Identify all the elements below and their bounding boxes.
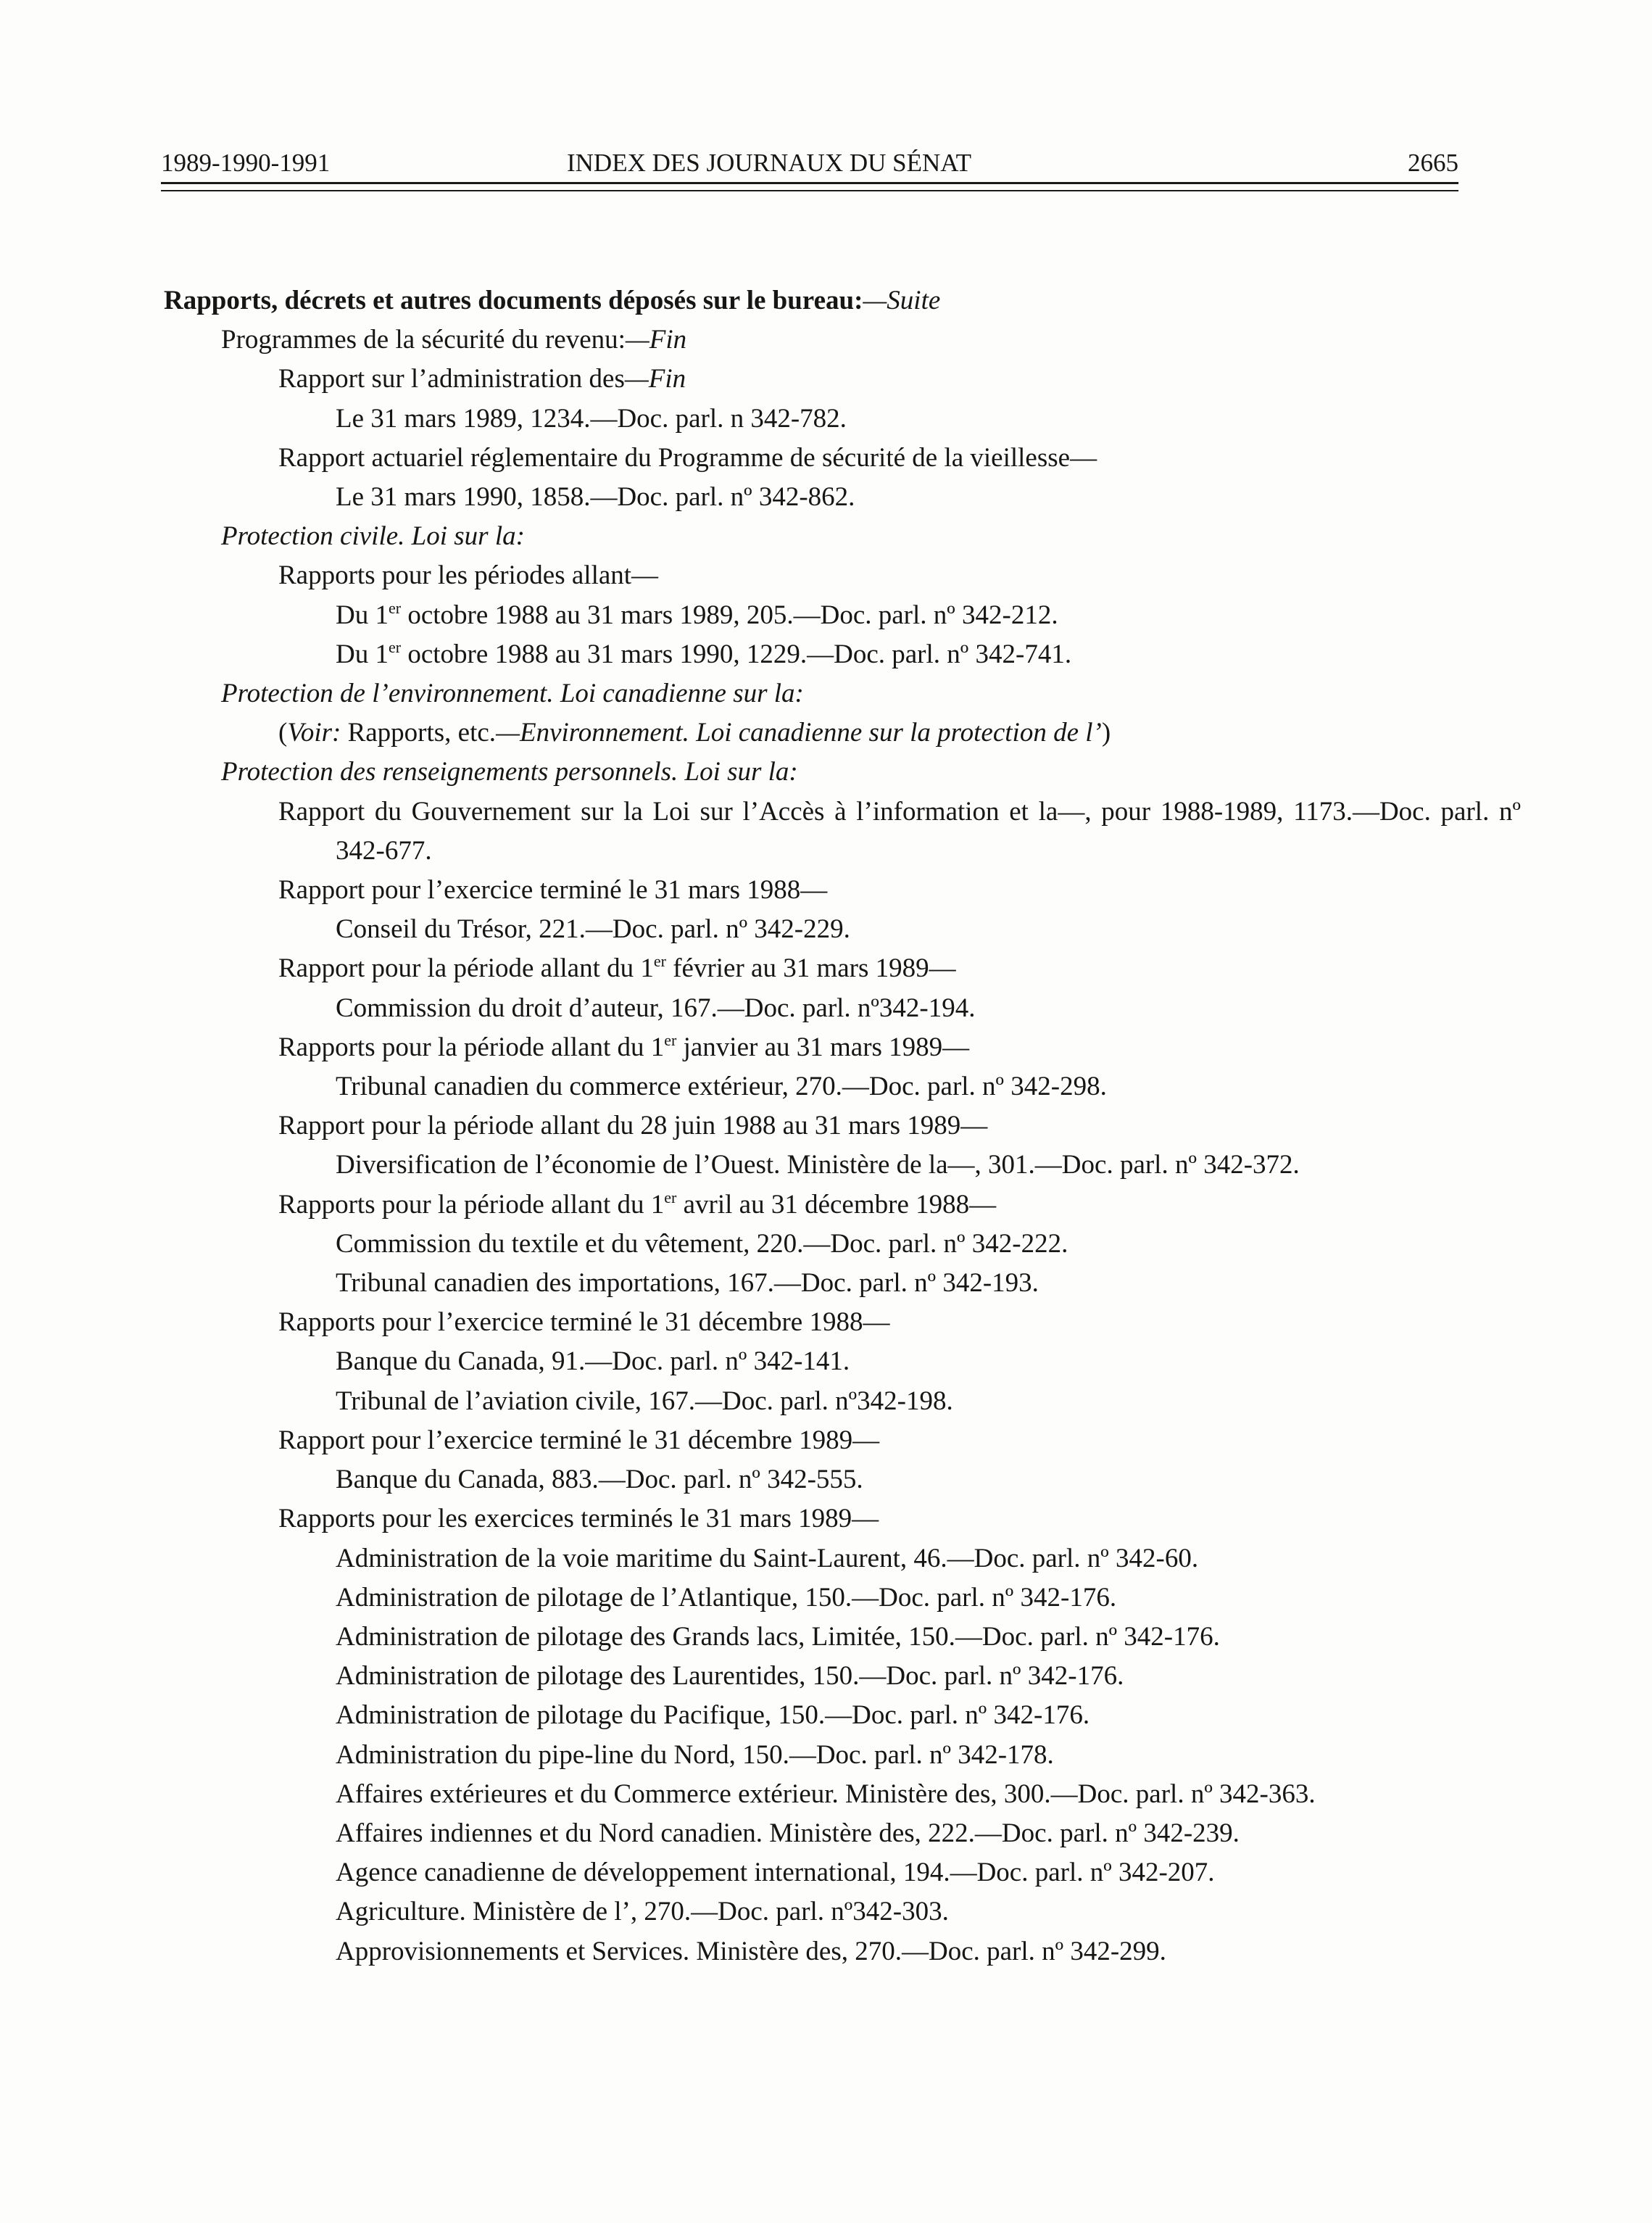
page-number: 2665: [1408, 149, 1458, 177]
page-header: [161, 144, 1458, 183]
programmes-heading-suffix: —Fin: [625, 325, 687, 355]
rapport-fevrier-a: Rapport pour la période allant du 1: [278, 953, 654, 984]
pc-item2-rest: octobre 1988 au 31 mars 1990, 1229.—Doc. parl. nº 342-741.: [401, 639, 1072, 669]
header-title: INDEX DES JOURNAUX DU SÉNAT: [567, 149, 972, 177]
rapport-exercice-1988: Rapport pour l’exercice terminé le 31 mars 1988—: [278, 875, 828, 906]
programmes-heading-text: Programmes de la sécurité du revenu:: [221, 325, 626, 355]
index-body: [0, 281, 1652, 1971]
rapport-actuariel: Rapport actuariel réglementaire du Programme de sécurité de la vieillesse—: [278, 442, 1097, 473]
main-heading-suffix: —Suite: [863, 286, 941, 315]
conseil-tresor: Conseil du Trésor, 221.—Doc. parl. nº 342-229.: [336, 914, 850, 945]
pc-item2-du: Du 1: [336, 639, 389, 669]
protection-civile-item-2: [0, 635, 1652, 674]
rapports-periodes: Rapports pour les périodes allant—: [278, 560, 659, 591]
main-heading: [0, 281, 1652, 320]
commission-droit: Commission du droit d’auteur, 167.—Doc. parl. nº342-194.: [336, 993, 976, 1023]
tribunal-commerce: Tribunal canadien du commerce extérieur, 270.—Doc. parl. nº 342-298.: [336, 1072, 1107, 1102]
rapports-exercice-dec1988: Rapports pour l’exercice terminé le 31 décembre 1988—: [278, 1307, 890, 1338]
voir-rapports: Rapports, etc.: [341, 718, 497, 748]
commission-textile: Commission du textile et du vêtement, 220.—Doc. parl. nº 342-222.: [336, 1228, 1068, 1259]
banque-canada-883: Banque du Canada, 883.—Doc. parl. nº 342-555.: [336, 1465, 863, 1495]
list-item: Agence canadienne de développement international, 194.—Doc. parl. nº 342-207.: [336, 1858, 1215, 1888]
voir-reference: [0, 713, 1652, 753]
tribunal-aviation: Tribunal de l’aviation civile, 167.—Doc. parl. nº342-198.: [336, 1386, 953, 1416]
list-item: Administration de pilotage du Pacifique, 150.—Doc. parl. nº 342-176.: [336, 1700, 1090, 1731]
rapports-janvier: [0, 1028, 1652, 1067]
rapports-avril-b: avril au 31 décembre 1988—: [676, 1189, 997, 1220]
protection-renseignements-heading: Protection des renseignements personnels. Loi sur la:: [221, 757, 798, 787]
rapport-juin: Rapport pour la période allant du 28 juin 1988 au 31 mars 1989—: [278, 1111, 988, 1141]
protection-civile-item-1: [0, 596, 1652, 635]
rapport-gouvernement: Rapport du Gouvernement sur la Loi sur l’Accès à l’information et la—, pour 1988-1989, 1173.—Doc. parl. nº 342-677.: [278, 796, 1521, 866]
rapport-actuariel-item: Le 31 mars 1990, 1858.—Doc. parl. nº 342-862.: [336, 482, 855, 513]
rapport-admin-text: Rapport sur l’administration des: [278, 364, 625, 394]
programmes-heading: [0, 320, 1652, 360]
tribunal-importations: Tribunal canadien des importations, 167.—Doc. parl. nº 342-193.: [336, 1268, 1039, 1299]
voir-rest: —Environnement. Loi canadienne sur la protection de l’: [496, 718, 1102, 748]
rapports-avril-sup: er: [664, 1188, 677, 1206]
pc-item1-sup: er: [388, 598, 402, 617]
voir-close: ): [1101, 718, 1111, 748]
rapports-exercices-mars1989: Rapports pour les exercices terminés le 31 mars 1989—: [278, 1504, 879, 1534]
voir-word: Voir:: [287, 718, 341, 748]
protection-env-heading: Protection de l’environnement. Loi canadienne sur la:: [221, 679, 804, 709]
list-item: Administration de pilotage de l’Atlantique, 150.—Doc. parl. nº 342-176.: [336, 1582, 1117, 1613]
rapport-fevrier-b: février au 31 mars 1989—: [665, 953, 956, 984]
list-item: Agriculture. Ministère de l’, 270.—Doc. parl. nº342-303.: [336, 1897, 949, 1927]
list-item: Administration de la voie maritime du Saint-Laurent, 46.—Doc. parl. nº 342-60.: [336, 1543, 1199, 1573]
list-item: Administration de pilotage des Laurentides, 150.—Doc. parl. nº 342-176.: [336, 1661, 1124, 1692]
rapport-fevrier-sup: er: [653, 952, 666, 971]
rapports-janvier-sup: er: [664, 1030, 677, 1049]
banque-canada-91: Banque du Canada, 91.—Doc. parl. nº 342-141.: [336, 1346, 850, 1377]
protection-civile-heading: Protection civile. Loi sur la:: [221, 521, 525, 552]
list-item: Administration du pipe-line du Nord, 150.—Doc. parl. nº 342-178.: [336, 1739, 1054, 1770]
diversification: Diversification de l’économie de l’Ouest. Ministère de la—, 301.—Doc. parl. nº 342-372.: [336, 1150, 1300, 1180]
rapports-janvier-b: janvier au 31 mars 1989—: [676, 1032, 970, 1062]
rapports-janvier-a: Rapports pour la période allant du 1: [278, 1032, 665, 1062]
list-item: Affaires extérieures et du Commerce extérieur. Ministère des, 300.—Doc. parl. nº 342-363.: [336, 1779, 1316, 1809]
rapports-avril: [0, 1185, 1652, 1225]
pc-item2-sup: er: [388, 637, 402, 656]
voir-open: (: [278, 718, 288, 748]
main-heading-text: Rapports, décrets et autres documents déposés sur le bureau:: [164, 286, 863, 315]
rapport-admin-item: Le 31 mars 1989, 1234.—Doc. parl. n 342-782.: [336, 403, 847, 434]
header-rule-top: [161, 182, 1458, 184]
rapports-avril-a: Rapports pour la période allant du 1: [278, 1189, 665, 1220]
rapport-admin-suffix: —Fin: [624, 364, 686, 394]
rapport-admin: [0, 360, 1652, 399]
list-item: Administration de pilotage des Grands lacs, Limitée, 150.—Doc. parl. nº 342-176.: [336, 1621, 1220, 1652]
header-years: 1989-1990-1991: [161, 149, 331, 177]
header-rule-bottom: [161, 190, 1458, 191]
list-item: Affaires indiennes et du Nord canadien. Ministère des, 222.—Doc. parl. nº 342-239.: [336, 1818, 1240, 1848]
pc-item1-du: Du 1: [336, 600, 389, 630]
list-item: Approvisionnements et Services. Ministère des, 270.—Doc. parl. nº 342-299.: [336, 1936, 1166, 1966]
pc-item1-rest: octobre 1988 au 31 mars 1989, 205.—Doc. parl. nº 342-212.: [401, 600, 1058, 630]
rapport-exercice-dec1989: Rapport pour l’exercice terminé le 31 décembre 1989—: [278, 1425, 880, 1455]
rapport-fevrier: [0, 949, 1652, 988]
